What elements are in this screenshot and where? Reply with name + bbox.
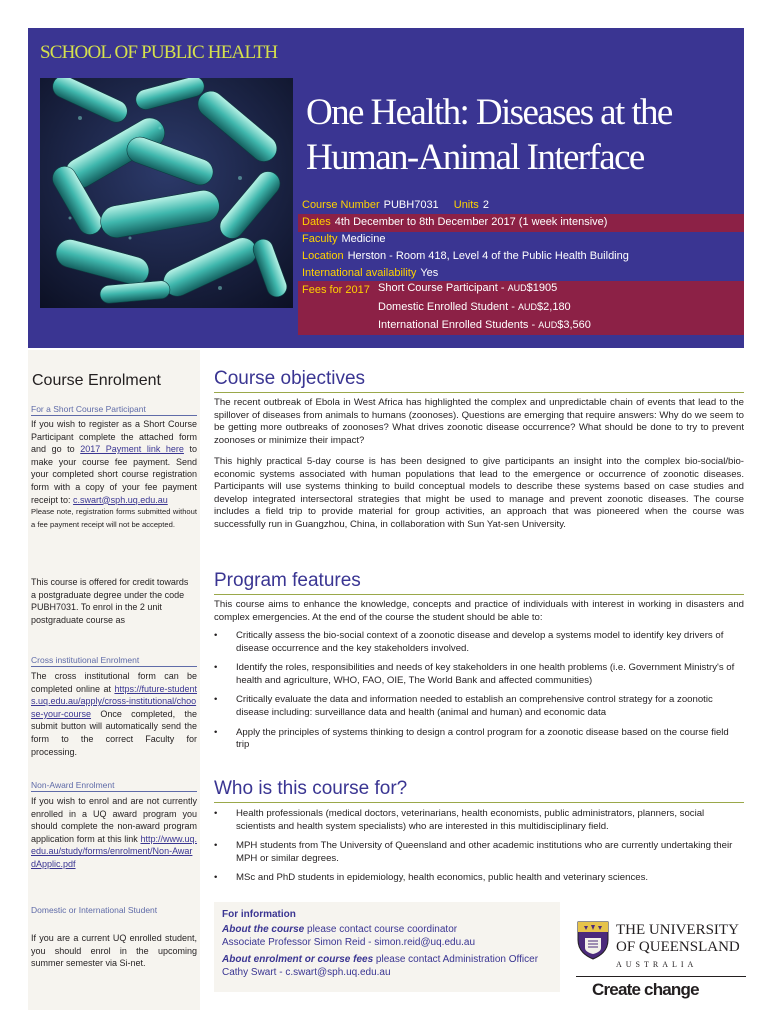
features-heading: Program features — [214, 570, 361, 591]
non-award-text: If you wish to enrol and are not currently enrolled in a UQ award program you should complete the non-award program application form at this link http://www.uq.edu.au/study/forms/enrolment/Non-AwardApplic.pdf — [31, 796, 197, 869]
course-number-row: Course Number PUBH7031 Units 2 — [302, 199, 489, 211]
international-row: International availability Yes — [302, 267, 439, 279]
contact-heading: For information — [222, 909, 296, 920]
objectives-heading: Course objectives — [214, 368, 366, 389]
school-name: SCHOOL OF PUBLIC HEALTH — [40, 42, 278, 63]
header-panel — [28, 28, 744, 348]
list-item: • MPH students from The University of Queensland and other academic institutions who are currently undertaking their MPH or similar degrees. — [214, 840, 744, 865]
fee-domestic: Domestic Enrolled Student - AUD$2,180 — [378, 301, 571, 313]
audience-list — [214, 808, 744, 885]
objectives-rule — [214, 392, 744, 393]
payment-link[interactable]: 2017 Payment link here — [80, 444, 184, 455]
course-coordinator[interactable]: Associate Professor Simon Reid - simon.reid@uq.edu.au — [222, 937, 476, 948]
enrolment-contact: About enrolment or course fees please contact Administration Officer — [222, 954, 539, 965]
bacteria-illustration — [40, 78, 293, 308]
bacteria-image — [40, 78, 293, 308]
non-award-form-link[interactable]: http://www.uq.edu.au/study/forms/enrolment/Non-AwardApplic.pdf — [31, 833, 197, 869]
course-contact: About the course please contact course coordinator — [222, 924, 458, 935]
enrolment-sidebar — [28, 350, 200, 1010]
sidebar-title: Course Enrolment — [32, 372, 161, 389]
fee-international: International Enrolled Students - AUD$3,560 — [378, 319, 591, 331]
domestic-heading: Domestic or International Student — [31, 905, 158, 915]
fees-label-row: Fees for 2017 — [302, 284, 370, 296]
uq-wordmark: THE UNIVERSITY OF QUEENSLAND AUSTRALIA — [616, 922, 740, 969]
branding-divider — [576, 976, 746, 977]
list-item: • MSc and PhD students in epidemiology, health economics, public health and veterinary sciences. — [214, 872, 744, 885]
course-title: One Health: Diseases at the Human-Animal Interface — [306, 92, 672, 178]
list-item: • Critically assess the bio-social context of a zoonotic disease and develop a systems model to identify key drivers of disease occurrence and the key stakeholders involved. — [214, 630, 744, 655]
list-item: • Apply the principles of systems thinking to design a control program for a zoonotic disease based on the course field trip — [214, 727, 744, 752]
short-course-text: If you wish to register as a Short Course Participant complete the attached form and go to 2017 Payment link here to make your course fee payment. Send your completed short course registration form with a copy of your fee payment receipt to: c.swart@sph.uq.edu.au Please note, registration forms submitted without a fee payment receipt will not be accepted. — [31, 418, 197, 531]
registration-email-link[interactable]: c.swart@sph.uq.edu.au — [73, 494, 168, 505]
non-award-heading: Non-Award Enrolment — [31, 780, 197, 792]
dates-row: Dates 4th December to 8th December 2017 (1 week intensive) — [302, 216, 608, 228]
audience-rule — [214, 802, 744, 803]
administration-officer[interactable]: Cathy Swart - c.swart@sph.uq.edu.au — [222, 967, 391, 978]
location-row: Location Herston - Room 418, Level 4 of the Public Health Building — [302, 250, 629, 262]
tagline: Create change — [592, 980, 699, 999]
objectives-paragraph-1: The recent outbreak of Ebola in West Africa has highlighted the complex and unpredictable chain of events that lead to the spillover of diseases from animals to humans (zoonoses). Questions are emerging that require answers: Why do we seem to be getting more outbreaks of zoonoses? What drives zoonotic disease occurrence? What should be done to try to prevent zoonoses or minimize their impact? — [214, 397, 744, 446]
cross-institutional-text: The cross institutional form can be completed online at https://future-students.uq.edu.au/apply/cross-institutional/choose-your-course Once completed, the submit button will automatically send the form to the correct Faculty for processing. — [31, 671, 197, 757]
objectives-paragraph-2: This highly practical 5-day course is has been designed to give participants an insight into the complex bio-social/bio-economic systems associated with human populations that lead to the emergence or occurrence of zoonotic diseases. Participants will use systems thinking to build conceptual models to describe these systems based on case studies and develop integrated intersectoral strategies that might be used to manage and prevent zoonotic diseases. The course includes a field trip to provide material for group activities, an approach that was pioneered when the course was successfully run in Guangzhou, China, in collaboration with Sun Yat-sen University. — [214, 456, 744, 530]
faculty-row: Faculty Medicine — [302, 233, 386, 245]
features-list — [214, 630, 744, 752]
contact-info-box — [214, 902, 560, 992]
cross-institutional-link[interactable]: https://future-students.uq.edu.au/apply/cross-institutional/choose-your-course — [31, 683, 197, 719]
list-item: • Identify the roles, responsibilities and needs of key stakeholders in one health problems (i.e. Government Ministry's of health and agriculture, WHO, FAO, OIE, The World Bank and affected communities) — [214, 662, 744, 687]
credit-text: This course is offered for credit towards a postgraduate degree under the code PUBH7031. To enrol in the 2 unit postgraduate course as — [31, 577, 189, 625]
audience-heading: Who is this course for? — [214, 778, 408, 799]
registration-note: Please note, registration forms submitted without a fee payment receipt will not be accepted. — [31, 507, 197, 529]
short-course-heading: For a Short Course Participant — [31, 404, 197, 416]
features-rule — [214, 594, 744, 595]
cross-institutional-heading: Cross institutional Enrolment — [31, 655, 197, 667]
features-intro: This course aims to enhance the knowledge, concepts and practice of individuals with interest in working in disasters and complex emergencies. At the end of the course the student should be able to: — [214, 599, 744, 623]
domestic-text: If you are a current UQ enrolled student, you should enrol in the upcoming summer semester via Si-net. — [31, 933, 197, 969]
fee-short-course: Short Course Participant - AUD$1905 — [378, 282, 558, 294]
list-item: • Health professionals (medical doctors, veterinarians, health economists, public administrators, planners, social scientists and health system specialists) who are interested in this multidisciplinary field. — [214, 808, 744, 833]
uq-crest-icon — [576, 920, 610, 965]
list-item: • Critically evaluate the data and information needed to establish an comprehensive control strategy for a zoonotic disease including: surveillance data and health (animal and human) and economic data — [214, 694, 744, 719]
